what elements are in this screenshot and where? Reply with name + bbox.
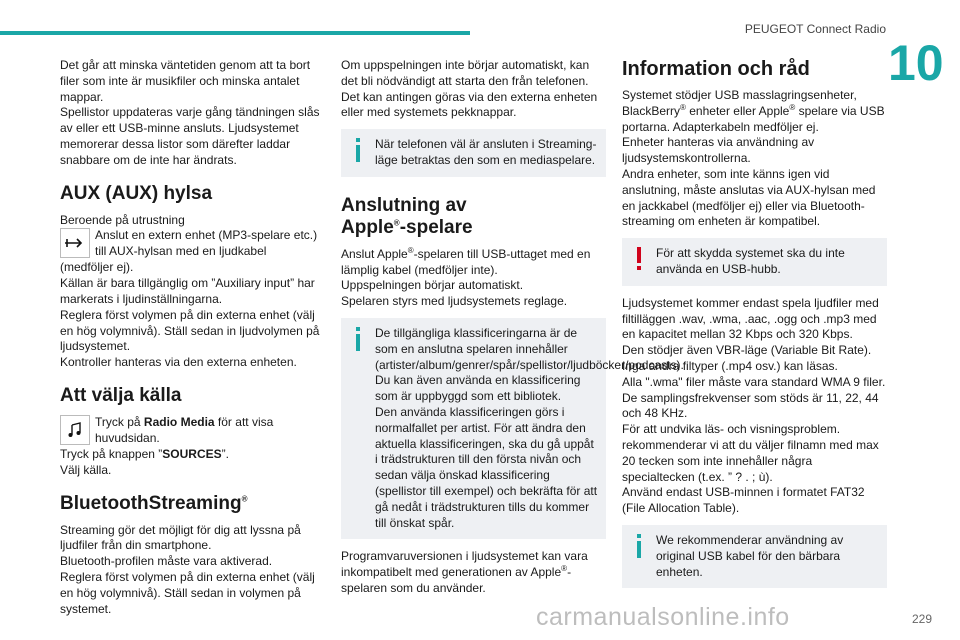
info-icon [353, 327, 363, 351]
paragraph: Beroende på utrustning [60, 212, 185, 227]
paragraph: Anslut Apple®-spelaren till USB-uttaget med en lämplig kabel (medföljer inte). [341, 245, 591, 277]
paragraph: Det går att minska väntetiden genom att ta bort filer som inte är musikfiler och minska antalet mappar. [60, 58, 311, 104]
warning-note [622, 238, 887, 286]
source-step-2: Tryck på knappen ”SOURCES”. [60, 446, 229, 461]
column-3 [622, 58, 887, 598]
paragraph: Ljudsystemet kommer endast spela ljudfiler med filtilläggen .wav, .wma, .aac, .ogg och .mp3 med en kapacitet mellan 32 Kbps och 320 Kbps. [622, 295, 879, 342]
paragraph: Streaming gör det möjligt för dig att lyssna på ljudfiler från din smartphone. [60, 522, 301, 553]
page-number: 229 [911, 612, 932, 626]
paragraph: Använd endast USB-minnen i formatet FAT32 (File Allocation Table). [622, 485, 865, 516]
paragraph: För att undvika läs- och visningsproblem. rekommenderar vi att du väljer filnamn med max 20 tecken som inte innehåller några specialtecken (t.ex. ” ? . ; ù). [622, 422, 879, 484]
section-heading-aux: AUX (AUX) hylsa [60, 182, 213, 204]
info-icon [634, 534, 644, 558]
info-icon [353, 138, 363, 162]
paragraph: Reglera först volymen på din externa enhet (välj en hög volymnivå). Ställ sedan in volymen på systemet. [60, 569, 315, 616]
paragraph: Reglera först volymen på din externa enhet (välj en hög volymnivå). Ställ sedan in ljudvolymen på ljudsystemet. [60, 307, 320, 354]
info-note [341, 318, 684, 539]
running-title: PEUGEOT Connect Radio [744, 22, 886, 36]
section-heading-source: Att välja källa [60, 384, 182, 406]
column-1 [60, 58, 325, 617]
chapter-number: 10 [888, 35, 944, 91]
paragraph: Alla ".wma" filer måste vara standard WMA 9 filer. [622, 374, 886, 389]
watermark: carmanualsonline.info [536, 603, 790, 631]
source-step-1: Tryck på Radio Media för att visa huvudsidan. [95, 414, 274, 445]
paragraph: Enheter hanteras via användning av ljudsystemskontrollerna. [622, 135, 815, 166]
paragraph: Programvaruversionen i ljudsystemet kan vara inkompatibelt med generationen av Apple®-spelaren som du använder. [341, 549, 588, 595]
paragraph: (medföljer ej). [60, 260, 134, 275]
exclamation-icon [634, 247, 644, 271]
paragraph: Källan är bara tillgänglig om ”Auxiliary input” har markerats i ljudinställningarna. [60, 276, 315, 306]
note-text: När telefonen väl är ansluten i Streaming-läge betraktas den som en mediaspelare. [375, 137, 597, 167]
paragraph: Spellistor uppdateras varje gång tändningen slås av eller ett USB-minne ansluts. Ljudsystemet memorerar dessa listor som därefter laddar snabbare om de inte har ändrats. [60, 105, 320, 167]
paragraph: Den stödjer även VBR-läge (Variable Bit Rate). [622, 343, 872, 358]
music-note-icon [60, 415, 90, 445]
paragraph: Inga andra filtyper (.mp4 osv.) kan läsas. [622, 358, 838, 373]
note-text: De tillgängliga klassificeringarna är de som en anslutna spelaren innehåller (artister/album/genrer/spår/spellistor/ljudböcker/podcasts). Du kan även använda en klassificering som är uppbyggd som ett bibliotek. [375, 325, 684, 404]
paragraph: Bluetooth-profilen måste vara aktiverad. [60, 554, 273, 569]
paragraph: De samplingsfrekvenser som stöds är 11, 22, 44 och 48 KHz. [622, 390, 879, 421]
column-2 [341, 58, 684, 597]
paragraph: Om uppspelningen inte börjar automatiskt, kan det bli nödvändigt att starta den från telefonen. [341, 58, 590, 88]
note-text: We rekommenderar användning av original USB kabel för den bärbara enheten. [656, 532, 844, 579]
section-heading-info: Information och råd [622, 58, 810, 80]
paragraph: Andra enheter, som inte känns igen vid anslutning, måste anslutas via AUX-hylsan med en jackkabel (medföljer ej) eller via Bluetooth-streaming om enheten är kompatibel. [622, 166, 876, 229]
aux-jack-icon [60, 228, 90, 258]
paragraph: Det kan antingen göras via den externa enheten eller med systemets pekknappar. [341, 89, 598, 120]
info-note [341, 129, 606, 177]
info-note [622, 525, 887, 588]
paragraph: Kontroller hanteras via den externa enheten. [60, 355, 297, 370]
note-text: Den använda klassificeringen görs i normalfallet per artist. För att ändra den aktuella klassificeringen, ska du gå uppåt i trädstrukturen till den första nivån och sedan välja önskad klassificering (spellistor till exempel) och bekräfta för att gå nedåt i trädstrukturen tills du kommer till önskat spår. [375, 404, 598, 530]
source-instruction [60, 415, 325, 447]
aux-instruction [60, 228, 325, 260]
section-heading-bluetooth: BluetoothStreaming® [60, 492, 248, 514]
header-accent-bar [0, 31, 470, 35]
source-step-3: Välj källa. [60, 462, 112, 477]
paragraph: Systemet stödjer USB masslagringsenheter, BlackBerry® enheter eller Apple® spelare via USB portarna. Adapterkabeln medföljer ej. [622, 88, 885, 134]
section-heading-apple: Anslutning av Apple®-spelare [341, 194, 473, 238]
note-text: För att skydda systemet ska du inte använda en USB-hubb. [656, 246, 845, 276]
paragraph: Spelaren styrs med ljudsystemets reglage. [341, 294, 568, 309]
paragraph: Uppspelningen börjar automatiskt. [341, 278, 524, 293]
aux-text: Anslut en extern enhet (MP3-spelare etc.) till AUX-hylsan med en ljudkabel [95, 228, 318, 259]
